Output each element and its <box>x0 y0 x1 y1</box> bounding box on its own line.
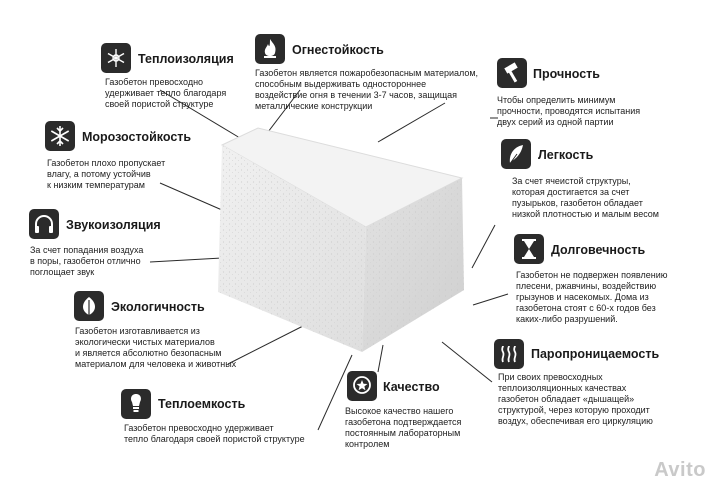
title-zvukoizolyaciya: Звукоизоляция <box>66 218 161 232</box>
desc-zvukoizolyaciya: За счет попадания воздуха в поры, газобетон отлично поглощает звук <box>30 245 144 277</box>
headphones-icon <box>29 209 59 239</box>
desc-ekologichnost: Газобетон изготавливается из экологически чистых материалов и является абсолютно безопасным материалом для человека и животных <box>75 326 237 369</box>
title-legkost: Легкость <box>538 148 594 162</box>
leaf-icon <box>74 291 104 321</box>
desc-legkost: За счет ячеистой структуры, которая достигается за счет пузырьков, газобетон обладает низкой плотностью и малым весом <box>512 176 659 219</box>
desc-ognestoykost: Газобетон является пожаробезопасным материалом, способным выдерживать одностороннее воздействие огня в течении 3-7 часов, защищая металлические конструкции <box>255 68 479 111</box>
avito-watermark: Avito <box>654 459 706 481</box>
lamp-icon <box>121 389 151 419</box>
title-paropronicaemost: Паропроницаемость <box>531 347 660 361</box>
hourglass-icon <box>514 234 544 264</box>
title-ognestoykost: Огнестойкость <box>292 43 384 57</box>
quality-badge-icon <box>347 371 377 401</box>
desc-morozostoykost: Газобетон плохо пропускает влагу, а потому устойчив к низким температурам <box>47 158 166 190</box>
title-teploemkost: Теплоемкость <box>158 397 246 411</box>
desc-kachestvo: Высокое качество нашего газобетона подтверждается постоянным лабораторным контролем <box>345 406 462 449</box>
snowflake-icon <box>45 121 75 151</box>
feather-icon <box>501 139 531 169</box>
title-morozostoykost: Морозостойкость <box>82 130 192 144</box>
title-teploizolyaciya: Теплоизоляция <box>138 52 234 66</box>
steam-icon <box>494 339 524 369</box>
desc-teploemkost: Газобетон превосходно удерживает тепло благодаря своей пористой структуре <box>124 423 305 444</box>
desc-teploizolyaciya: Газобетон превосходно удерживает тепло благодаря своей пористой структуре <box>105 77 227 109</box>
title-kachestvo: Качество <box>383 380 440 394</box>
title-dolgovechnost: Долговечность <box>551 243 646 257</box>
title-prochnost: Прочность <box>533 67 600 81</box>
desc-paropronicaemost: При своих превосходных теплоизоляционных качествах газобетон обладает «дышащей» структурой, через которую проходит воздух, обеспечивая его циркуляцию <box>498 372 653 426</box>
title-ekologichnost: Экологичность <box>111 300 205 314</box>
hammer-icon <box>497 58 527 88</box>
snowflake-sun-icon <box>101 43 131 73</box>
desc-dolgovechnost: Газобетон не подвержен появлению плесени, ржавчины, воздействию грызунов и насекомых. Дома из газобетона стоят с 60-х годов без каких-либо разрушений. <box>516 270 668 324</box>
desc-prochnost: Чтобы определить минимум прочности, проводятся испытания двух серий из одной партии <box>497 95 641 127</box>
fire-icon <box>255 34 285 64</box>
